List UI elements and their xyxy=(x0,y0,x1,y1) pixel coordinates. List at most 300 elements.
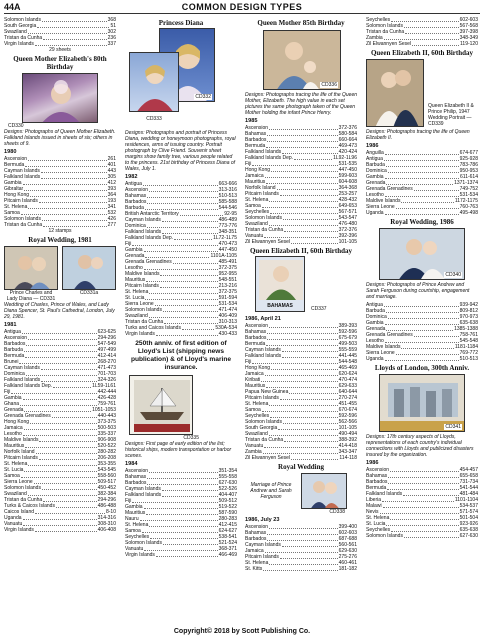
catalog-numbers: 268-270 xyxy=(97,359,116,365)
dot-leader xyxy=(269,221,338,226)
country-name: Mauritius xyxy=(245,179,266,185)
country-name: Ascension xyxy=(245,125,269,131)
country-name: Zil Elwannyen Sesel xyxy=(245,455,291,461)
country-name: Virgin Islands xyxy=(125,331,155,337)
issue-year: 1986, April 21 xyxy=(245,316,281,322)
catalog-numbers: 8-10 xyxy=(105,509,116,515)
catalog-numbers: 519-522 xyxy=(218,504,237,510)
dot-leader xyxy=(269,323,338,328)
country-name: South Georgia xyxy=(245,425,278,431)
country-name: Pitcairn Islands xyxy=(4,198,38,204)
catalog-numbers: 1L92-1L96 xyxy=(333,155,357,161)
country-name: Jamaica xyxy=(4,425,23,431)
dot-leader xyxy=(271,365,338,370)
issue-year: 1986 xyxy=(366,143,379,149)
catalog-numbers: 368-371 xyxy=(218,546,237,552)
catalog-numbers: 510-513 xyxy=(459,356,478,362)
country-name: Bermuda xyxy=(245,341,266,347)
dot-leader xyxy=(145,205,218,210)
country-name: Seychelles xyxy=(366,527,391,533)
catalog-numbers: 261 xyxy=(107,156,116,162)
catalog-numbers: 406-408 xyxy=(97,527,116,533)
dot-leader xyxy=(43,222,106,227)
dot-leader xyxy=(280,191,338,196)
catalog-numbers: 401 xyxy=(107,162,116,168)
dot-leader xyxy=(11,389,96,394)
dot-leader xyxy=(386,180,453,185)
catalog-numbers: 280-282 xyxy=(97,449,116,455)
catalog-numbers: 412 xyxy=(107,180,116,186)
dot-leader xyxy=(294,155,332,160)
section-heading: Queen Mother 85th Birthday xyxy=(257,19,345,27)
catalog-numbers: 305 xyxy=(107,174,116,180)
catalog-numbers: 372-375 xyxy=(218,289,237,295)
dot-leader xyxy=(28,156,107,161)
catalog-numbers: 343-347 xyxy=(338,449,357,455)
stamp-caption-block xyxy=(245,482,297,500)
dot-leader xyxy=(182,325,214,330)
country-name: Tristan da Cunha xyxy=(366,29,405,35)
dot-leader xyxy=(41,168,107,173)
country-name: Bahamas xyxy=(245,530,267,536)
country-name: Maldive Islands xyxy=(366,198,401,204)
dot-leader xyxy=(388,473,459,478)
country-name: Mauritius xyxy=(125,510,146,516)
catalog-numbers: 509-517 xyxy=(97,479,116,485)
catalog-numbers: 1101A-1105 xyxy=(210,253,237,259)
stamp-image xyxy=(379,228,465,280)
catalog-numbers: 773-776 xyxy=(218,223,237,229)
dot-leader xyxy=(163,540,218,545)
country-name: Lesotho xyxy=(366,192,384,198)
dot-leader xyxy=(173,259,218,264)
country-name: Dominica xyxy=(4,371,25,377)
issue-year: 1984 xyxy=(125,461,138,467)
catalog-numbers: 545-548 xyxy=(459,338,478,344)
catalog-numbers: 481-484 xyxy=(459,491,478,497)
dot-leader xyxy=(404,533,459,538)
design-caption: Designs: Photographs of Prince Andrew and Sarah Ferguson during courtship, engagement and marriage. xyxy=(366,282,470,300)
dot-leader xyxy=(277,185,338,190)
dot-leader xyxy=(35,527,97,532)
catalog-numbers: 499-503 xyxy=(338,341,357,347)
catalog-numbers: 562-566 xyxy=(338,419,357,425)
catalog-numbers: 640-644 xyxy=(338,389,357,395)
catalog-numbers: 213-216 xyxy=(218,283,237,289)
catalog-numbers: 541-544 xyxy=(459,485,478,491)
country-name: Barbados xyxy=(366,479,388,485)
catalog-numbers: 675-679 xyxy=(338,335,357,341)
catalog-numbers: 406-409 xyxy=(218,313,237,319)
dot-leader xyxy=(401,198,453,203)
country-name: Bermuda xyxy=(4,353,25,359)
catalog-numbers: 368 xyxy=(107,17,116,23)
country-name: Mauritius xyxy=(125,277,146,283)
dot-leader xyxy=(284,227,337,232)
list-item xyxy=(366,41,478,47)
country-name: Ascension xyxy=(245,524,269,530)
dot-leader xyxy=(388,314,459,319)
country-name: Ascension xyxy=(4,335,28,341)
dot-leader xyxy=(162,486,218,491)
country-name: Barbados xyxy=(245,536,267,542)
catalog-numbers: 548-551 xyxy=(218,277,237,283)
catalog-numbers: 373-375 xyxy=(97,419,116,425)
catalog-numbers: 674-677 xyxy=(459,150,478,156)
country-name: Falkland Islands xyxy=(4,377,41,383)
catalog-numbers: 294-296 xyxy=(97,335,116,341)
dot-leader xyxy=(24,407,91,412)
dot-leader xyxy=(42,216,107,221)
dot-leader xyxy=(280,395,338,400)
catalog-numbers: 547-549 xyxy=(97,341,116,347)
country-name: Maldive Islands xyxy=(366,344,401,350)
catalog-numbers: 655-658 xyxy=(459,473,478,479)
dot-leader xyxy=(20,401,97,406)
stamp-label: Prince Charles and Lady Diana — CD331 xyxy=(6,290,56,302)
dot-leader xyxy=(147,474,218,479)
catalog-numbers: 760-763 xyxy=(459,204,478,210)
list-b xyxy=(125,468,237,558)
catalog-numbers: 426-428 xyxy=(97,395,116,401)
dot-leader xyxy=(146,510,217,515)
catalog-numbers: 783-786 xyxy=(459,162,478,168)
country-name: Falkland Islands xyxy=(245,353,282,359)
catalog-numbers: 970-973 xyxy=(459,314,478,320)
catalog-numbers: 486-488 xyxy=(97,503,116,509)
dot-leader xyxy=(384,35,459,40)
country-name: British Antarctic Territory xyxy=(125,211,179,217)
catalog-numbers: 749-752 xyxy=(459,186,478,192)
catalog-numbers: 534-537 xyxy=(459,503,478,509)
dot-leader xyxy=(41,174,107,179)
dot-leader xyxy=(266,383,337,388)
issue-year: 1980 xyxy=(4,149,17,155)
country-name: Maldive Islands xyxy=(4,437,39,443)
country-name: Seychelles xyxy=(366,17,391,23)
country-name: Mauritius xyxy=(245,383,266,389)
catalog-numbers: 324-326 xyxy=(97,377,116,383)
dot-leader xyxy=(36,449,97,454)
catalog-numbers: 206-208 xyxy=(97,455,116,461)
country-name: St. Helena xyxy=(4,461,28,467)
design-caption: Designs: Photographs of Queen Mother Elizabeth. Falkland Islands issued in sheets of six; others in sheets of 9. xyxy=(4,129,116,147)
section-heading: Queen Mother Elizabeth's 80th Birthday xyxy=(13,55,107,71)
section-heading: Queen Elizabeth II, 60th Birthday xyxy=(370,49,474,57)
catalog-numbers: 454-457 xyxy=(459,467,478,473)
catalog-numbers: 560-561 xyxy=(338,542,357,548)
princess-diana-photo-image xyxy=(130,53,179,112)
country-name: Gambia xyxy=(4,395,22,401)
page-title: COMMON DESIGN TYPES xyxy=(181,2,303,12)
list-item xyxy=(4,527,116,533)
country-name: Cayman Islands xyxy=(125,217,161,223)
country-name: Bermuda xyxy=(366,485,387,491)
dot-leader xyxy=(384,156,459,161)
country-name: Nauru xyxy=(125,516,139,522)
country-name: Zil Elwannyen Sesel xyxy=(366,41,412,47)
country-name: Hong Kong xyxy=(4,192,30,198)
dot-leader xyxy=(164,319,217,324)
catalog-numbers: 1371-1374 xyxy=(454,180,478,186)
dot-leader xyxy=(265,548,338,553)
dot-leader xyxy=(252,161,337,166)
dot-leader xyxy=(163,307,218,312)
country-name: Dominica xyxy=(366,314,387,320)
issue-year: 1981 xyxy=(4,322,17,328)
dot-leader xyxy=(267,536,337,541)
catalog-numbers: 624-627 xyxy=(218,528,237,534)
country-name: Falkland Islands Dep. xyxy=(4,383,53,389)
country-name: Falkland Islands Dep. xyxy=(125,235,174,241)
catalog-numbers: 531-535 xyxy=(338,161,357,167)
catalog-numbers: 275-276 xyxy=(338,554,357,560)
catalog-numbers: 353-355 xyxy=(97,461,116,467)
catalog-numbers: 412-414 xyxy=(97,353,116,359)
catalog-numbers: 522-526 xyxy=(218,486,237,492)
catalog-numbers: 1101-1104 xyxy=(454,497,478,503)
country-name: Swaziland xyxy=(125,313,148,319)
dot-leader xyxy=(53,383,91,388)
dot-leader xyxy=(388,168,459,173)
country-name: Pitcairn Islands xyxy=(245,554,279,560)
country-name: Fiji xyxy=(4,389,11,395)
catalog-numbers: 372-376 xyxy=(338,125,357,131)
catalog-numbers: 397-398 xyxy=(459,29,478,35)
lloyds-list-ship-image xyxy=(130,376,193,435)
country-name: Fiji xyxy=(245,359,252,365)
dot-leader xyxy=(270,209,337,214)
dot-leader xyxy=(132,498,217,503)
list-item xyxy=(125,331,237,337)
dot-leader xyxy=(149,187,218,192)
catalog-numbers: 663-666 xyxy=(218,181,237,187)
catalog-numbers: 923-926 xyxy=(459,521,478,527)
country-name: Ascension xyxy=(4,156,28,162)
dot-leader xyxy=(37,23,109,28)
catalog-numbers: 1L72-1L75 xyxy=(213,235,237,241)
list-item xyxy=(125,552,237,558)
stamp-group xyxy=(125,28,237,130)
catalog-numbers: 471-474 xyxy=(218,307,237,313)
dot-leader xyxy=(283,215,338,220)
dot-leader xyxy=(30,192,107,197)
country-name: Pitcairn Islands xyxy=(4,455,38,461)
country-name: Falkland Islands xyxy=(366,491,403,497)
catalog-numbers: 627-630 xyxy=(459,533,478,539)
country-name: Solomon Islands xyxy=(366,533,403,539)
dot-leader xyxy=(26,371,97,376)
catalog-numbers: 611-614 xyxy=(460,174,478,180)
catalog-numbers: 521-524 xyxy=(218,540,237,546)
dot-leader xyxy=(414,186,459,191)
country-name: Turks & Caicos Islands xyxy=(4,503,55,509)
country-name: Barbados xyxy=(125,480,147,486)
dot-leader xyxy=(390,515,458,520)
country-name: Gambia xyxy=(4,180,22,186)
country-name: Cayman Islands xyxy=(245,347,281,353)
catalog-numbers: 470-474 xyxy=(338,377,357,383)
country-name: Zambia xyxy=(366,35,383,41)
dot-leader xyxy=(265,173,338,178)
catalog-numbers: 670-674 xyxy=(338,407,357,413)
catalog-numbers: 602-603 xyxy=(338,530,357,536)
country-name: Seychelles xyxy=(125,534,150,540)
country-name: Bermuda xyxy=(245,143,266,149)
dot-leader xyxy=(266,179,337,184)
catalog-numbers: 950-953 xyxy=(459,168,478,174)
stamp-pair xyxy=(4,246,116,290)
catalog-numbers: 440-443 xyxy=(97,413,116,419)
catalog-numbers: 1172-1175 xyxy=(454,198,478,204)
copyright-footer: Copyright© 2018 by Scott Publishing Co. xyxy=(173,628,311,635)
dot-leader xyxy=(283,419,338,424)
catalog-numbers: 544-546 xyxy=(218,205,237,211)
stamp-label: CD337 xyxy=(311,306,327,312)
dot-leader xyxy=(252,359,337,364)
country-name: Uganda xyxy=(366,356,384,362)
country-name: Vanuatu xyxy=(4,521,23,527)
catalog-numbers: 906-908 xyxy=(97,437,116,443)
dot-leader xyxy=(174,235,212,240)
dot-leader xyxy=(291,455,338,460)
catalog-numbers: 351-354 xyxy=(218,468,237,474)
dot-leader xyxy=(145,253,209,258)
catalog-numbers: 587-590 xyxy=(218,510,237,516)
country-name: Cayman Islands xyxy=(4,168,40,174)
country-name: Antigua xyxy=(366,156,383,162)
catalog-numbers: 314-316 xyxy=(97,515,116,521)
stamp-image xyxy=(129,52,179,112)
country-name: Pitcairn Islands xyxy=(245,191,279,197)
country-name: Cayman Islands xyxy=(125,486,161,492)
country-name: Vanuatu xyxy=(245,443,264,449)
dot-leader xyxy=(386,162,459,167)
dot-leader xyxy=(155,301,218,306)
dot-leader xyxy=(140,516,218,521)
dot-leader xyxy=(24,186,106,191)
catalog-numbers: 404-407 xyxy=(218,492,237,498)
catalog-numbers: 731-734 xyxy=(459,479,478,485)
dot-leader xyxy=(132,241,217,246)
country-name: Mauritius xyxy=(4,443,25,449)
dot-leader xyxy=(386,308,459,313)
catalog-numbers: 567-571 xyxy=(338,209,357,215)
list-b xyxy=(4,156,116,228)
catalog-numbers: 348-351 xyxy=(218,229,237,235)
dot-leader xyxy=(19,359,96,364)
catalog-numbers: 451-455 xyxy=(338,401,357,407)
catalog-numbers: 501-504 xyxy=(459,515,478,521)
dot-leader xyxy=(263,566,337,571)
catalog-numbers: 520-522 xyxy=(97,443,116,449)
catalog-numbers: 181-182 xyxy=(338,566,357,572)
dot-leader xyxy=(25,162,106,167)
catalog-numbers: 393 xyxy=(107,186,116,192)
catalog-numbers: 1385-1388 xyxy=(454,326,478,332)
dot-leader xyxy=(262,203,338,208)
list-note: 12 stamps xyxy=(48,228,72,234)
dot-leader xyxy=(289,389,337,394)
stamp-label: CD340 xyxy=(445,272,461,278)
catalog-numbers: 470-473 xyxy=(218,241,237,247)
dot-leader xyxy=(265,371,338,376)
header-rule xyxy=(4,13,480,14)
catalog-numbers: 476-480 xyxy=(338,221,357,227)
catalog-numbers: 602-603 xyxy=(459,17,478,23)
catalog-numbers: 364 xyxy=(107,192,116,198)
country-name: Barbuda xyxy=(125,205,144,211)
catalog-numbers: 538-541 xyxy=(218,534,237,540)
list-b xyxy=(245,323,357,461)
dot-leader xyxy=(269,560,337,565)
section-heading: Royal Wedding, 1981 xyxy=(28,236,92,244)
country-name: Tristan da Cunha xyxy=(4,497,43,503)
catalog-numbers: 543-547 xyxy=(338,215,357,221)
queen-mother-portrait-image xyxy=(23,74,98,123)
country-name: Jamaica xyxy=(245,371,264,377)
design-caption: Marriage of Prince Andrew and Sarah Ferguson xyxy=(250,482,292,500)
dot-leader xyxy=(21,473,97,478)
dot-leader xyxy=(282,542,338,547)
dot-leader xyxy=(142,528,218,533)
country-name: Swaziland xyxy=(245,431,268,437)
dot-leader xyxy=(156,552,218,557)
country-name: Lesotho xyxy=(366,338,384,344)
catalog-numbers: 466-469 xyxy=(218,552,237,558)
dot-leader xyxy=(385,210,459,215)
catalog-numbers: 1051-1053 xyxy=(92,407,116,413)
country-name: Grenada Grenadines xyxy=(366,332,413,338)
catalog-numbers: 450-452 xyxy=(97,485,116,491)
catalog-numbers: 486-489 xyxy=(218,217,237,223)
country-name: Uganda xyxy=(4,515,22,521)
catalog-numbers: 469-473 xyxy=(338,143,357,149)
andrew-sarah-image xyxy=(302,474,347,509)
dot-leader xyxy=(144,504,218,509)
catalog-numbers: 313-316 xyxy=(218,187,237,193)
dot-leader xyxy=(284,437,337,442)
dot-leader xyxy=(391,17,458,22)
dot-leader xyxy=(282,353,338,358)
dot-leader xyxy=(269,401,337,406)
country-name: Sierra Leone xyxy=(366,350,395,356)
catalog-numbers: 687-688 xyxy=(338,536,357,542)
dot-leader xyxy=(162,217,218,222)
country-name: Solomon Islands xyxy=(245,419,282,425)
catalog-numbers: 571-574 xyxy=(459,509,478,515)
catalog-numbers: 759-761 xyxy=(97,401,116,407)
stamp-row xyxy=(366,59,478,127)
dot-leader xyxy=(41,377,97,382)
catalog-numbers: 599-603 xyxy=(338,173,357,179)
list-a xyxy=(4,17,116,47)
dot-leader xyxy=(385,356,459,361)
country-name: Barbados xyxy=(245,137,267,143)
list-item xyxy=(245,566,357,572)
country-name: Liberia xyxy=(366,497,382,503)
dot-leader xyxy=(144,265,218,270)
country-name: Brunei xyxy=(4,359,19,365)
dot-leader xyxy=(150,534,217,539)
dot-leader xyxy=(269,125,338,130)
dot-leader xyxy=(391,527,458,532)
country-name: Gambia xyxy=(366,174,384,180)
catalog-numbers: 531-534 xyxy=(218,301,237,307)
catalog-numbers: 277 xyxy=(107,222,116,228)
country-name: Tristan da Cunha xyxy=(125,319,164,325)
section-heading: Lloyds of London, 300th Anniv. xyxy=(374,364,470,372)
